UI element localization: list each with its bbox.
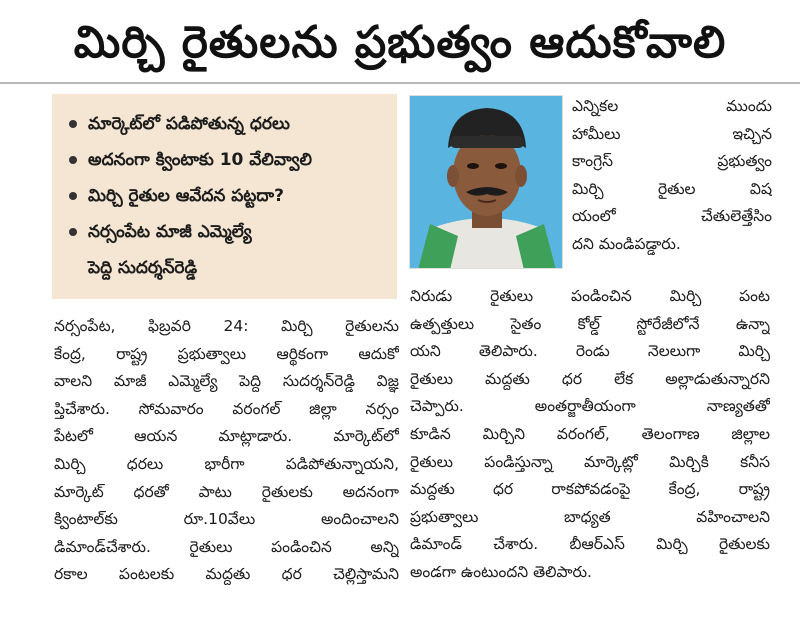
highlight-text: పెద్ది సుదర్శన్‌రెడ్డి xyxy=(88,258,198,278)
right-top-text-column xyxy=(572,93,772,259)
text-line: అండగా ఉంటుందని తెలిపారు. xyxy=(410,562,592,581)
text-line: చెప్పారు. అంతర్జాతీయంగా నాణ్యతతో xyxy=(410,397,770,416)
text-line: మిర్చి రైతుల విష xyxy=(572,179,772,198)
ear-right xyxy=(515,165,527,187)
text-line: ప్రభుత్వాలు బాధ్యత వహించాలని xyxy=(410,507,770,526)
text-line: రైతులు మద్దతు ధర లేక అల్లాడుతున్నారని xyxy=(410,369,770,388)
text-line: పేటలో ఆయన మాట్లాడారు. మార్కెట్‌లో xyxy=(54,427,399,446)
text-line: ప్తిచేశారు. సోమవారం వరంగల్ జిల్లా నర్సం xyxy=(54,399,399,418)
text-line: యంలో చేతులెత్తేసిం xyxy=(572,207,772,226)
eye-right xyxy=(495,163,507,169)
text-line: మార్కెట్ ధరతో పాటు రైతులకు అదనంగా xyxy=(54,482,399,501)
bullet-icon xyxy=(69,120,77,128)
highlights-list xyxy=(52,94,397,286)
headline-divider xyxy=(0,82,800,84)
text-line: నర్సంపేట, ఫిబ్రవరి 24: మిర్చి రైతులను xyxy=(54,317,399,335)
text-line: యని తెలిపారు. రెండు నెలలుగా మిర్చి xyxy=(410,342,770,361)
highlight-item xyxy=(66,214,389,250)
text-line: ఉత్పత్తులు సైతం కోల్డ్ స్టోరేజీలోనే ఉన్నా xyxy=(410,314,770,333)
text-line: రకాల పంటలకు మద్దతు ధర చెల్లిస్తామని xyxy=(54,565,399,584)
ear-left xyxy=(447,165,459,187)
right-text-column xyxy=(410,283,770,587)
text-line: మిర్చి ధరలు భారీగా పడిపోతున్నాయని, xyxy=(54,454,399,473)
bullet-icon xyxy=(69,192,77,200)
text-line: కూడిన మిర్చిని వరంగల్, తెలంగాణ జిల్లాల xyxy=(410,424,770,443)
text-line: డిమాండ్‌చేశారు. రైతులు పండించిన అన్ని xyxy=(54,537,399,556)
text-line: హామీలు ఇచ్చిన xyxy=(572,124,772,143)
highlight-item xyxy=(66,142,389,178)
highlights-box xyxy=(52,94,397,299)
text-line: డిమాండ్ చేశారు. బీఆర్ఎస్ మిర్చి రైతులకు xyxy=(410,535,770,554)
text-line: కాంగ్రెస్ ప్రభుత్వం xyxy=(572,152,772,171)
text-line: దని మండిపడ్డారు. xyxy=(572,234,681,253)
highlight-continuation xyxy=(66,250,389,286)
eye-left xyxy=(467,163,479,169)
highlight-text: మార్కెట్‌లో పడిపోతున్న ధరలు xyxy=(88,114,290,134)
left-text-column xyxy=(54,313,399,589)
text-line: మద్దతు ధర రాకపోవడంపై కేంద్ర, రాష్ట్ర xyxy=(410,480,770,499)
portrait-photo xyxy=(409,95,563,269)
text-line: క్వింటాల్‌కు రూ.10వేలు అందించాలని xyxy=(54,510,399,529)
highlight-item xyxy=(66,106,389,142)
bullet-icon xyxy=(69,156,77,164)
text-line: వాలని మాజీ ఎమ్మెల్యే పెద్ది సుదర్శన్‌రెడ్డి విజ్ఞ xyxy=(54,372,399,391)
text-line: రైతులు పండిస్తున్నా మార్కెట్లో మిర్చికి కనీస xyxy=(410,452,770,471)
portrait-illustration xyxy=(410,96,563,269)
bullet-icon xyxy=(69,228,77,236)
highlight-text: మిర్చి రైతుల ఆవేదన పట్టదా? xyxy=(88,186,284,206)
text-line: కేంద్ర, రాష్ట్ర ప్రభుత్వాలు ఆర్థికంగా ఆదుకో xyxy=(54,344,399,363)
highlight-text: అదనంగా క్వింటాకు 10 వేలివ్వాలి xyxy=(88,150,312,170)
turban-band xyxy=(450,136,524,148)
text-line: నిరుడు రైతులు పండించిన మిర్చి పంట xyxy=(410,287,770,305)
text-line: ఎన్నికల ముందు xyxy=(572,97,772,115)
article-headline: మిర్చి రైతులను ప్రభుత్వం ఆదుకోవాలి xyxy=(73,17,727,68)
highlight-text: నర్సంపేట మాజీ ఎమ్మెల్యే xyxy=(88,222,252,242)
highlight-item xyxy=(66,178,389,214)
